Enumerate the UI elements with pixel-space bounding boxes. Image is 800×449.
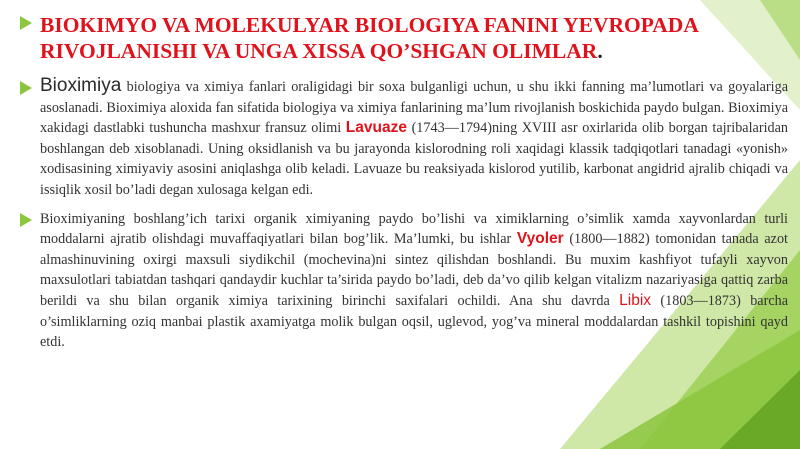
paragraph-2-text <box>40 209 788 353</box>
green-triangle-bullet-icon <box>20 16 32 30</box>
paragraph-history <box>18 209 788 353</box>
paragraph-2-part-1: Bioximiyaning boshlang’ich tarixi organik ximiyaning paydo bo’lishi va ximiklarning o’simlik xamda xayvonlardan turli moddalarni ajratib olishdagi muvaffaqiyatlari bilan bog’lik. Ma’lumki, bu ishlar <box>40 210 788 248</box>
title-block <box>18 10 788 64</box>
slide-content <box>18 10 788 353</box>
slide-title-text: BIOKIMYO VA MOLEKULYAR BIOLOGIYA FANINI YEVROPADA RIVOJLANISHI VA UNGA XISSA QO’SHGAN OLIMLAR <box>40 13 698 63</box>
paragraph-2-part-2: (1800—1882) tomonidan tanada azot almashinuvining oxirgi maxsuli siydikchil (mochevina)ni sintez qilishdan boshlandi. Bu muxim kashfiyot tufayli xayvon maxsulotlari tabiatdan tashqari qandaydir kuchlar ta’sirida paydo bo’ladi, deb da’vo qilib kelgan vitalizm nazariyasiga qattiq zarba berildi va shu bilan organik ximiya tarixining birinchi saxifalari ochildi. Ana shu davrda <box>40 231 788 309</box>
slide-title-period: . <box>597 39 603 63</box>
highlight-vyoler: Vyoler <box>516 230 564 248</box>
highlight-lavuaze: Lavuaze <box>345 119 407 137</box>
paragraph-1-part-1: biologiya va ximiya fanlari oraligidagi bir soxa bulganligi uchun, u shu ikki fanning ma’lumotlari va goyalariga asoslanadi. Bioximiya aloxida fan sifatida biologiya va ximiya fanlarining ma’lum rivojlanish boskichida paydo bulgan. Bioximiya xakidagi dastlabki tushuncha mashxur fransuz olimi <box>40 79 788 137</box>
slide-title <box>40 10 788 64</box>
green-triangle-bullet-icon <box>20 213 32 227</box>
highlight-libix: Libix <box>619 291 652 309</box>
lead-term: Bioximiya <box>40 75 122 96</box>
green-triangle-bullet-icon <box>20 81 32 95</box>
paragraph-1-part-2: (1743—1794)ning XVIII asr oxirlarida olib borgan tajribalaridan boshlangan deb xisoblanadi. Uning oksidlanish va bu jarayonda kislorodning roli xaqidagi klassik tadqiqotlari tanadagi «yonish» xodisasining ximiyaviy asosini aniqlashga olib keladi. Lavuaze bu reaksiyada kislorod yutilib, karbonat angidrid ajralib chiqadi va issiqlik xosil bo’ladi degan xulosaga kelgan edi. <box>40 120 788 198</box>
paragraph-2-part-3: (1803—1873) barcha o’simliklarning oziq manbai plastik axamiyatga molik bulgan oqsil, uglevod, yog’va mineral moddalardan tashkil topishini qayd etdi. <box>40 292 789 351</box>
paragraph-1-text <box>40 76 788 201</box>
paragraph-bioximiya <box>18 76 788 201</box>
